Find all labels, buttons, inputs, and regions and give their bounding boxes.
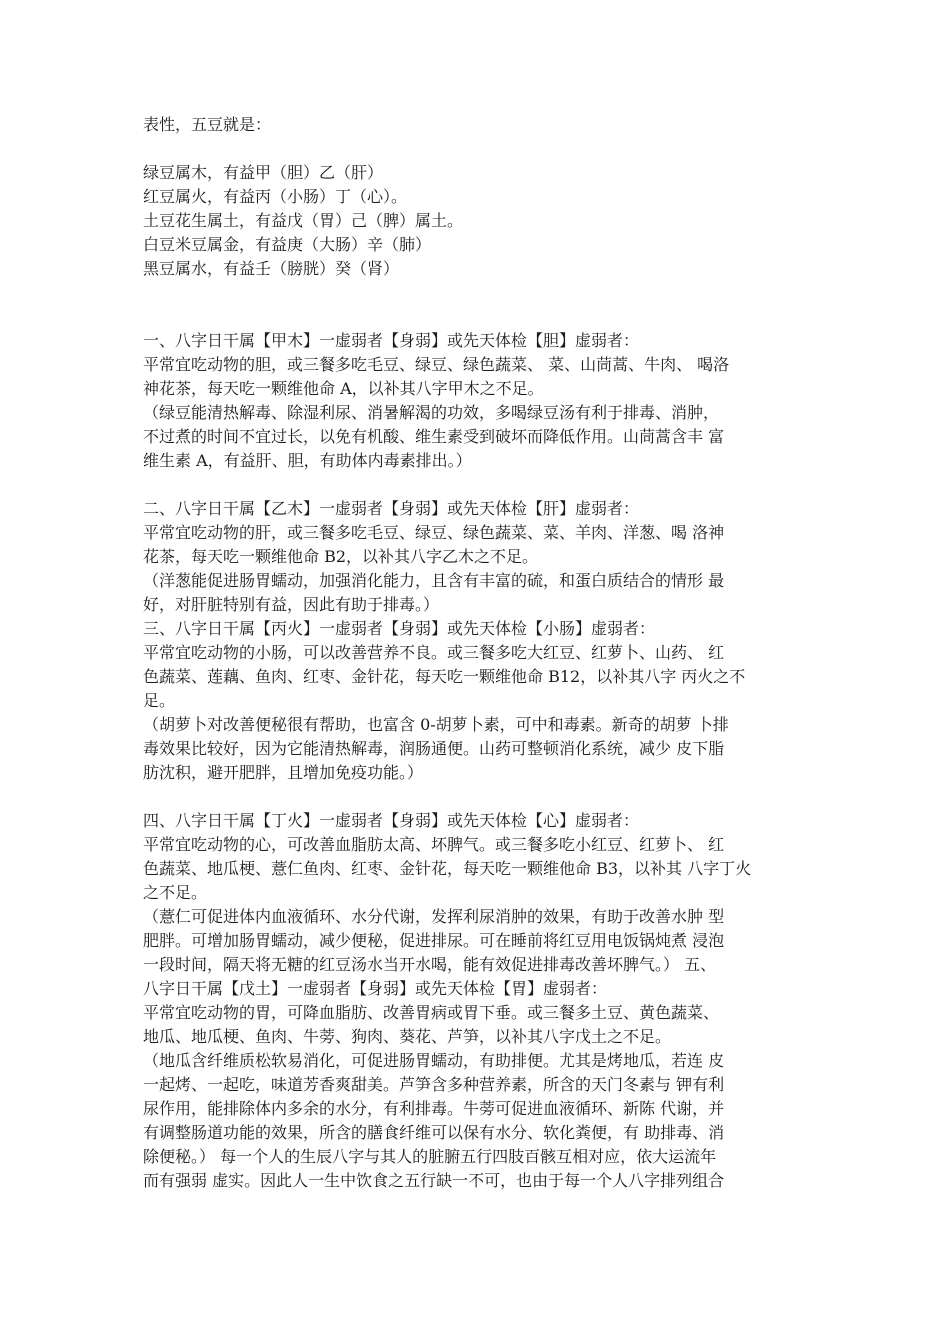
body-line: 一起烤、一起吃，味道芳香爽甜美。芦笋含多种营养素，所含的天门冬素与 钾有利 [143, 1075, 725, 1094]
bean-item: 红豆属火，有益丙（小肠）丁（心）。 [143, 187, 408, 206]
body-line: （薏仁可促进体内血液循环、水分代谢，发挥利尿消肿的效果，有助于改善水肿 型 [143, 907, 725, 926]
body-line: （胡萝卜对改善便秘很有帮助，也富含 0-胡萝卜素，可中和毒素。新奇的胡萝 卜排 [143, 715, 729, 734]
body-line: 平常宜吃动物的胆，或三餐多吃毛豆、绿豆、绿色蔬菜、 菜、山茼蒿、牛肉、 喝洛 [143, 355, 730, 374]
section-yi-wood [143, 497, 823, 617]
body-line: 色蔬菜、莲藕、鱼肉、红枣、金针花，每天吃一颗维他命 B12，以补其八字 丙火之不 [143, 667, 746, 686]
body-line: 平常宜吃动物的小肠，可以改善营养不良。或三餐多吃大红豆、红萝卜、山药、 红 [143, 643, 725, 662]
bean-item: 土豆花生属土，有益戊（胃）己（脾）属土。 [143, 211, 464, 230]
body-line: 足。 [143, 691, 176, 710]
document-page [143, 113, 823, 1193]
body-line: 肥胖。可增加肠胃蠕动，减少便秘，促进排尿。可在睡前将红豆用电饭锅炖煮 浸泡 [143, 931, 725, 950]
section-ding-fire [143, 809, 823, 1193]
body-line: 好，对肝脏特别有益，因此有助于排毒。） [143, 595, 440, 614]
spacer [143, 473, 823, 497]
body-line: 一段时间，隔天将无糖的红豆汤水当开水喝，能有效促进排毒改善坏脾气。） 五、 [143, 955, 717, 974]
section-heading: 四、八字日干属【丁火】一虚弱者【身弱】或先天体检【心】虚弱者： [143, 811, 640, 830]
section-heading: 八字日干属【戊土】一虚弱者【身弱】或先天体检【胃】虚弱者： [143, 979, 608, 998]
bean-item: 绿豆属木，有益甲（胆）乙（肝） [143, 163, 384, 182]
spacer [143, 137, 823, 161]
body-line: （地瓜含纤维质松软易消化，可促进肠胃蠕动，有助排便。尤其是烤地瓜，若连 皮 [143, 1051, 725, 1070]
body-line: （洋葱能促进肠胃蠕动，加强消化能力，且含有丰富的硫，和蛋白质结合的情形 最 [143, 571, 725, 590]
spacer [143, 281, 823, 329]
spacer [143, 785, 823, 809]
intro-line: 表性，五豆就是： [143, 115, 272, 134]
body-line: 平常宜吃动物的心，可改善血脂肪太高、坏脾气。或三餐多吃小红豆、红萝卜、 红 [143, 835, 725, 854]
body-line: 肪沈积，避开肥胖，且增加免疫功能。） [143, 763, 424, 782]
body-line: 毒效果比较好，因为它能清热解毒，润肠通便。山药可整顿消化系统，减少 皮下脂 [143, 739, 725, 758]
body-line: 而有强弱 虚实。因此人一生中饮食之五行缺一不可，也由于每一个人八字排列组合 [143, 1171, 725, 1190]
body-line: 花茶，每天吃一颗维他命 B2，以补其八字乙木之不足。 [143, 547, 539, 566]
body-line: 神花茶，每天吃一颗维他命 A，以补其八字甲木之不足。 [143, 379, 544, 398]
body-line: 平常宜吃动物的肝，或三餐多吃毛豆、绿豆、绿色蔬菜、菜、羊肉、洋葱、喝 洛神 [143, 523, 725, 542]
body-line: 地瓜、地瓜梗、鱼肉、牛蒡、狗肉、葵花、芦笋，以补其八字戊土之不足。 [143, 1027, 672, 1046]
body-line: 除便秘。） 每一个人的生辰八字与其人的脏腑五行四肢百骸互相对应，依大运流年 [143, 1147, 717, 1166]
five-beans-list [143, 161, 823, 281]
section-bing-fire [143, 617, 823, 785]
body-line: 有调整肠道功能的效果，所含的膳食纤维可以保有水分、软化粪便，有 助排毒、消 [143, 1123, 725, 1142]
body-line: （绿豆能清热解毒、除湿利尿、消暑解渴的功效，多喝绿豆汤有利于排毒、消肿， [143, 403, 720, 422]
body-line: 不过煮的时间不宜过长，以免有机酸、维生素受到破坏而降低作用。山茼蒿含丰 富 [143, 427, 725, 446]
body-line: 之不足。 [143, 883, 208, 902]
bean-item: 黑豆属水，有益壬（膀胱）癸（肾） [143, 259, 400, 278]
body-line: 维生素 A，有益肝、胆，有助体内毒素排出。） [143, 451, 472, 470]
body-line: 色蔬菜、地瓜梗、薏仁鱼肉、红枣、金针花，每天吃一颗维他命 B3，以补其 八字丁火 [143, 859, 752, 878]
section-jia-wood [143, 329, 823, 473]
section-heading: 三、八字日干属【丙火】一虚弱者【身弱】或先天体检【小肠】虚弱者： [143, 619, 656, 638]
body-line: 尿作用，能排除体内多余的水分，有利排毒。牛蒡可促进血液循环、新陈 代谢，并 [143, 1099, 725, 1118]
section-heading: 二、八字日干属【乙木】一虚弱者【身弱】或先天体检【肝】虚弱者： [143, 499, 640, 518]
bean-item: 白豆米豆属金，有益庚（大肠）辛（肺） [143, 235, 432, 254]
body-line: 平常宜吃动物的胃，可降血脂肪、改善胃病或胃下垂。或三餐多土豆、黄色蔬菜、 [143, 1003, 720, 1022]
section-heading: 一、八字日干属【甲木】一虚弱者【身弱】或先天体检【胆】虚弱者： [143, 331, 640, 350]
